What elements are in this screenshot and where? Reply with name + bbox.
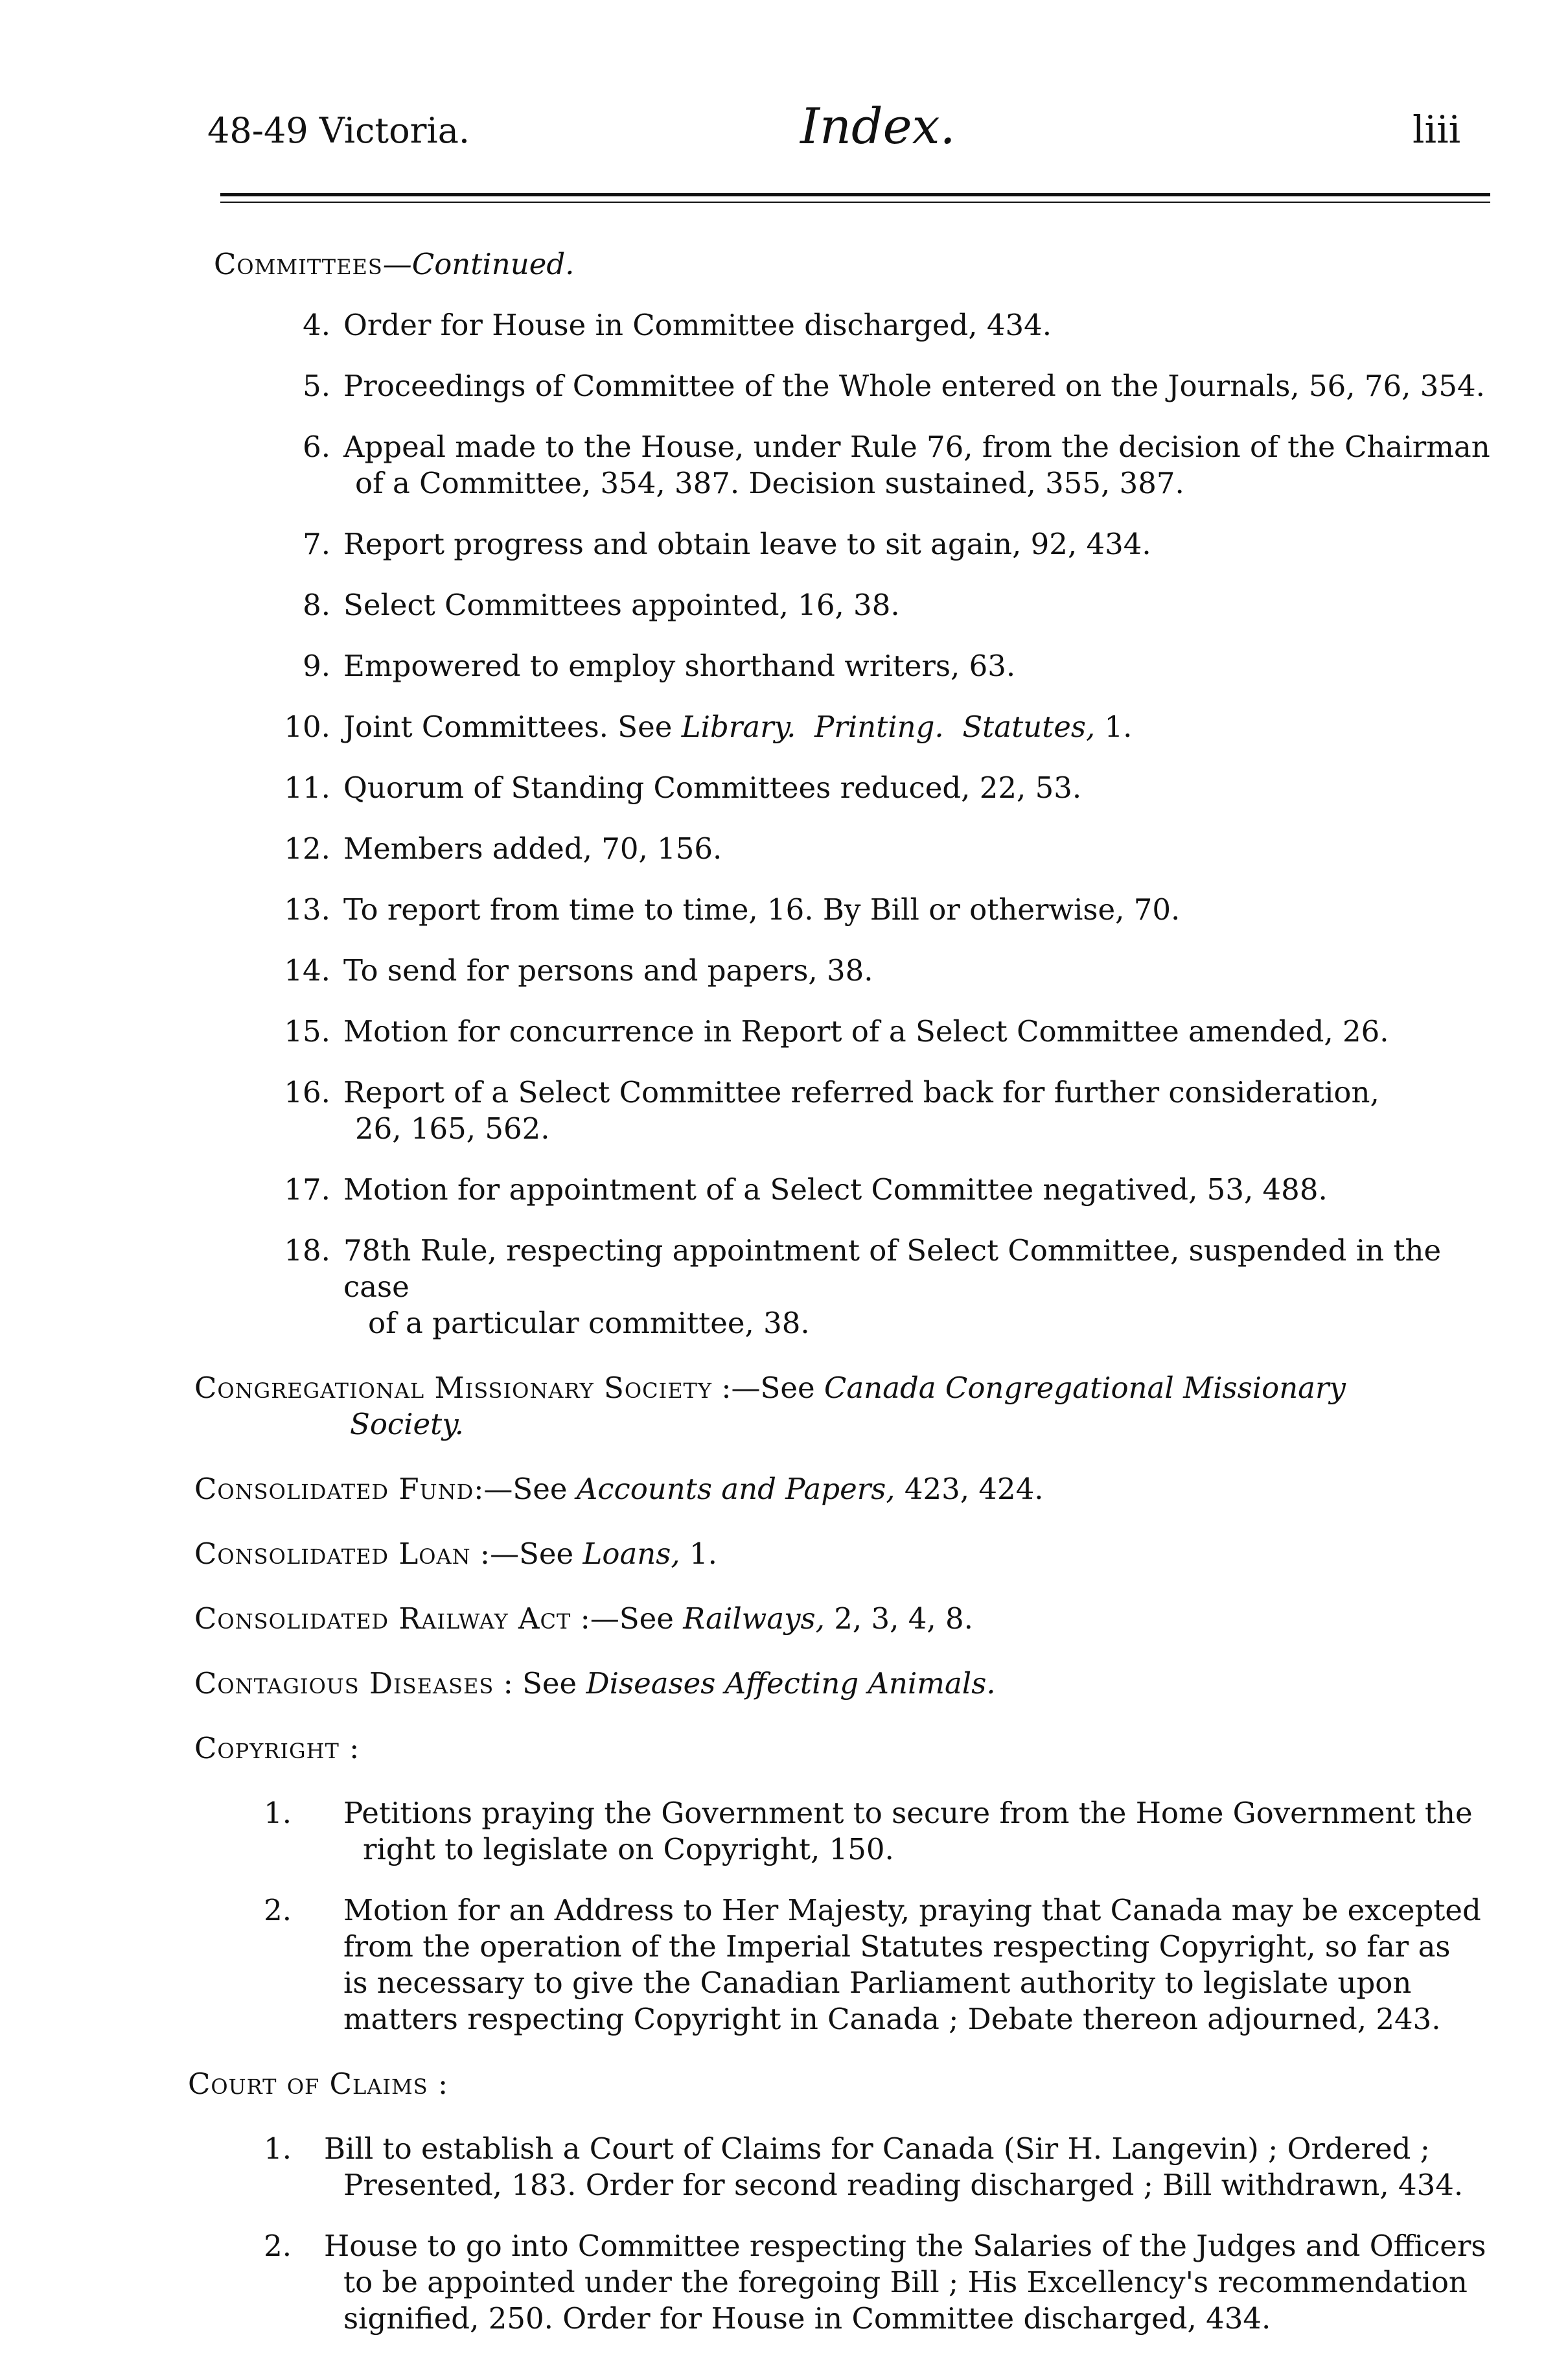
list-item <box>194 368 1503 404</box>
entry-consolidated-railway-act <box>194 1601 1503 1637</box>
text-fragment: Printing. <box>814 710 944 744</box>
text-fragment: :—See <box>470 1537 583 1571</box>
list-item <box>194 831 1503 867</box>
text-fragment: 2. <box>264 2229 292 2263</box>
text-fragment: Motion for appointment of a Select Committee negatived, 53, 488. <box>343 1172 1328 1207</box>
text-fragment: Motion for concurrence in Report of a Select Committee amended, 26. <box>343 1014 1389 1049</box>
list-item <box>194 892 1503 928</box>
text-fragment: 15. <box>284 1014 330 1049</box>
list-item <box>194 1014 1503 1050</box>
text-fragment: 2. <box>264 1893 292 1927</box>
text-fragment: Select Committees appointed, 16, 38. <box>343 588 900 622</box>
text-fragment: 6. <box>303 430 330 464</box>
text-fragment: House to go into Committee respecting the Salaries of the Judges and Officers <box>324 2229 1486 2263</box>
text-fragment: :—See <box>712 1371 824 1405</box>
text-fragment: To report from time to time, 16. By Bill or otherwise, 70. <box>343 892 1181 927</box>
text-fragment: signified, 250. Order for House in Committee discharged, 434. <box>343 2301 1271 2336</box>
text-fragment: Motion for an Address to Her Majesty, praying that Canada may be excepted <box>343 1893 1481 1927</box>
list-item <box>194 587 1503 623</box>
text-fragment: Presented, 183. Order for second reading discharged ; Bill withdrawn, 434. <box>343 2168 1464 2202</box>
text-fragment: Contagious Diseases <box>194 1666 494 1701</box>
text-fragment: of a particular committee, 38. <box>368 1306 810 1340</box>
text-fragment: To send for persons and papers, 38. <box>343 953 873 988</box>
entry-heading-copyright: Copyright : <box>194 1731 360 1765</box>
list-item <box>194 953 1503 989</box>
text-fragment: 423, 424. <box>895 1472 1044 1506</box>
text-fragment: :—See <box>474 1472 577 1506</box>
text-fragment: Quorum of Standing Committees reduced, 22, 53. <box>343 771 1082 805</box>
text-fragment: Order for House in Committee discharged, 434. <box>343 308 1052 342</box>
list-item <box>194 1172 1503 1208</box>
text-fragment: Joint Committees. See <box>343 710 682 744</box>
text-fragment: Consolidated Railway Act <box>194 1601 571 1636</box>
list-item <box>194 709 1503 745</box>
entry-heading-committees <box>194 246 1503 283</box>
entry-congregational <box>194 1370 1503 1443</box>
list-item <box>194 1233 1503 1341</box>
entry-consolidated-loan <box>194 1536 1503 1572</box>
text-fragment: 12. <box>284 831 330 866</box>
list-item <box>194 526 1503 563</box>
list-item <box>194 2131 1503 2203</box>
list-item <box>194 307 1503 343</box>
text-fragment: Diseases Affecting Animals. <box>586 1666 996 1701</box>
text-fragment: : See <box>494 1666 586 1701</box>
text-fragment: 13. <box>284 892 330 927</box>
list-item <box>194 2228 1503 2337</box>
text-fragment: Proceedings of Committee of the Whole entered on the Journals, 56, 76, 354. <box>343 369 1485 403</box>
text-fragment: 78th Rule, respecting appointment of Select Committee, suspended in the case <box>343 1233 1442 1304</box>
text-fragment: 4. <box>303 308 330 342</box>
text-fragment: 9. <box>303 649 330 683</box>
text-fragment: Canada Congregational Missionary <box>824 1371 1346 1405</box>
text-fragment: 8. <box>303 588 330 622</box>
text-fragment: Bill to establish a Court of Claims for Canada (Sir H. Langevin) ; Ordered ; <box>324 2131 1430 2166</box>
text-fragment: Library. <box>681 710 796 744</box>
text-fragment: Accounts and Papers, <box>576 1472 895 1506</box>
text-fragment: —Continued. <box>382 247 575 281</box>
header-rule-thin <box>220 202 1490 203</box>
text-fragment: Report progress and obtain leave to sit again, 92, 434. <box>343 527 1151 561</box>
text-fragment: 10. <box>284 710 330 744</box>
page-header <box>0 97 1568 168</box>
text-fragment: Statutes, <box>962 710 1096 744</box>
running-head-left: 48-49 Victoria. <box>207 110 470 151</box>
text-fragment: Report of a Select Committee referred back for further consideration, <box>343 1075 1379 1109</box>
list-item <box>194 1795 1503 1868</box>
text-fragment: Consolidated Loan <box>194 1537 471 1571</box>
header-rule-thick <box>220 193 1490 196</box>
text-fragment: matters respecting Copyright in Canada ; Debate thereon adjourned, 243. <box>343 2002 1441 2036</box>
index-body <box>188 246 1503 2337</box>
text-fragment: 1. <box>264 2131 292 2166</box>
text-fragment: Society. <box>350 1407 464 1441</box>
entry-heading-court-of-claims: Court of Claims : <box>188 2067 449 2101</box>
list-item <box>194 429 1503 502</box>
text-fragment: 11. <box>284 771 330 805</box>
list-item <box>194 1074 1503 1147</box>
text-fragment: 17. <box>284 1172 330 1207</box>
text-fragment: 1. <box>1095 710 1133 744</box>
text-fragment: Committees <box>214 247 383 281</box>
text-fragment: 16. <box>284 1075 330 1109</box>
text-fragment: Loans, <box>582 1537 680 1571</box>
text-fragment: 2, 3, 4, 8. <box>824 1601 973 1636</box>
list-item <box>194 1892 1503 2038</box>
text-fragment: right to legislate on Copyright, 150. <box>363 1832 894 1866</box>
text-fragment: Congregational Missionary Society <box>194 1371 713 1405</box>
text-fragment: 1. <box>264 1796 292 1830</box>
text-fragment: Appeal made to the House, under Rule 76, from the decision of the Chairman <box>343 430 1490 464</box>
text-fragment: :—See <box>571 1601 684 1636</box>
text-fragment: to be appointed under the foregoing Bill ; His Excellency's recommendation <box>343 2265 1468 2299</box>
text-fragment: 5. <box>303 369 330 403</box>
page-number: liii <box>1412 108 1461 152</box>
text-fragment: 26, 165, 562. <box>355 1111 550 1146</box>
text-fragment: Railways, <box>683 1601 825 1636</box>
text-fragment: Petitions praying the Government to secure from the Home Government the <box>343 1796 1473 1830</box>
text-fragment: 14. <box>284 953 330 988</box>
entry-contagious-diseases <box>194 1666 1503 1702</box>
text-fragment: from the operation of the Imperial Statutes respecting Copyright, so far as <box>343 1929 1451 1964</box>
text-fragment: Consolidated Fund <box>194 1472 474 1506</box>
text-fragment: 1. <box>680 1537 717 1571</box>
text-fragment: 7. <box>303 527 330 561</box>
list-item <box>194 770 1503 806</box>
text-fragment: of a Committee, 354, 387. Decision sustained, 355, 387. <box>355 466 1184 500</box>
text-fragment: 18. <box>284 1233 330 1268</box>
entry-consolidated-fund <box>194 1471 1503 1507</box>
text-fragment: is necessary to give the Canadian Parliament authority to legislate upon <box>343 1966 1412 2000</box>
list-item <box>194 648 1503 684</box>
running-head-title: Index. <box>800 97 956 155</box>
text-fragment: Empowered to employ shorthand writers, 63. <box>343 649 1016 683</box>
text-fragment: Members added, 70, 156. <box>343 831 722 866</box>
